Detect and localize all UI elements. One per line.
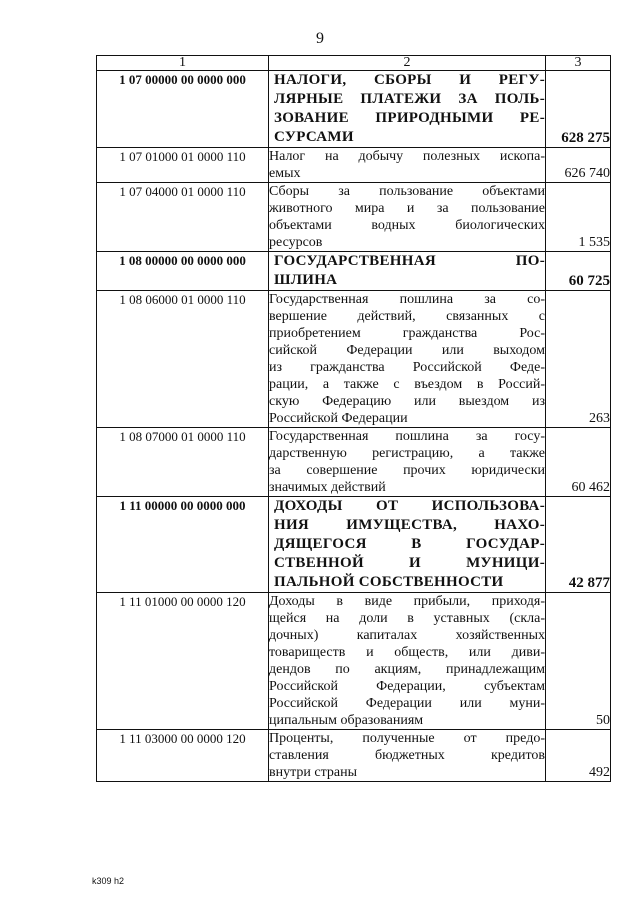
revenue-name	[269, 291, 546, 428]
name-line: ставления бюджетных кредитов	[269, 748, 545, 763]
name-line: объектами водных биологических	[269, 218, 545, 233]
revenue-name	[269, 730, 546, 782]
column-1-number: 1	[97, 56, 269, 71]
amount: 628 275	[546, 71, 611, 148]
name-line: Российской Федерации	[269, 411, 408, 426]
name-line: СТВЕННОЙ И МУНИЦИ-	[274, 555, 545, 571]
revenue-name	[269, 252, 546, 291]
table-row	[97, 428, 611, 497]
name-line: Государственная пошлина за со-	[269, 292, 545, 307]
name-line: приобретением гражданства Рос-	[269, 326, 545, 341]
table-row	[97, 183, 611, 252]
budget-code: 1 08 00000 00 0000 000	[97, 252, 269, 291]
name-line: Сборы за пользование объектами	[269, 184, 545, 199]
amount: 1 535	[546, 183, 611, 252]
budget-code: 1 08 07000 01 0000 110	[97, 428, 269, 497]
name-line: СУРСАМИ	[274, 129, 354, 145]
revenue-name	[269, 183, 546, 252]
amount: 626 740	[546, 148, 611, 183]
name-line: емых	[269, 166, 301, 181]
amount: 42 877	[546, 497, 611, 593]
name-line: НИЯ ИМУЩЕСТВА, НАХО-	[274, 517, 545, 533]
name-line: сийской Федерации или выходом	[269, 343, 545, 358]
name-line: дочных) капиталах хозяйственных	[269, 628, 545, 643]
name-line: дендов по акциям, принадлежащим	[269, 662, 545, 677]
name-line: Российской Федерации, субъектам	[269, 679, 545, 694]
revenue-name	[269, 148, 546, 183]
name-line: товариществ и обществ, или диви-	[269, 645, 545, 660]
name-line: Проценты, полученные от предо-	[269, 731, 545, 746]
name-line: ДОХОДЫ ОТ ИСПОЛЬЗОВА-	[274, 498, 545, 514]
budget-code: 1 11 01000 00 0000 120	[97, 593, 269, 730]
revenue-name	[269, 71, 546, 148]
budget-code: 1 07 04000 01 0000 110	[97, 183, 269, 252]
amount: 60 462	[546, 428, 611, 497]
table-row-section	[97, 252, 611, 291]
amount: 50	[546, 593, 611, 730]
name-line: ресурсов	[269, 235, 323, 250]
column-number-header-row	[97, 56, 611, 71]
table-row	[97, 148, 611, 183]
name-line: щейся на доли в уставных (скла-	[269, 611, 545, 626]
table-row	[97, 291, 611, 428]
name-line: Государственная пошлина за госу-	[269, 429, 545, 444]
name-line: из гражданства Российской Феде-	[269, 360, 545, 375]
name-line: за совершение прочих юридически	[269, 463, 545, 478]
name-line: ДЯЩЕГОСЯ В ГОСУДАР-	[274, 536, 545, 552]
budget-code: 1 11 03000 00 0000 120	[97, 730, 269, 782]
name-line: рации, а также с въездом в Россий-	[269, 377, 545, 392]
name-line: ШЛИНА	[274, 272, 338, 288]
table-row-section	[97, 497, 611, 593]
revenue-name	[269, 428, 546, 497]
name-line: ЗОВАНИЕ ПРИРОДНЫМИ РЕ-	[274, 110, 545, 126]
footer-code: k309 h2	[92, 876, 125, 886]
budget-code: 1 11 00000 00 0000 000	[97, 497, 269, 593]
name-line: НАЛОГИ, СБОРЫ И РЕГУ-	[274, 72, 545, 88]
name-line: значимых действий	[269, 480, 386, 495]
name-line: дарственную регистрацию, а также	[269, 446, 545, 461]
name-line: ципальным образованиям	[269, 713, 424, 728]
name-line: Налог на добычу полезных ископа-	[269, 149, 545, 164]
name-line: ЛЯРНЫЕ ПЛАТЕЖИ ЗА ПОЛЬ-	[274, 91, 545, 107]
name-line: вершение действий, связанных с	[269, 309, 545, 324]
column-2-number: 2	[269, 56, 546, 71]
name-line: животного мира и за пользование	[269, 201, 545, 216]
budget-code: 1 07 00000 00 0000 000	[97, 71, 269, 148]
table-row	[97, 730, 611, 782]
name-line: внутри страны	[269, 765, 357, 780]
table-row	[97, 593, 611, 730]
name-line: ПАЛЬНОЙ СОБСТВЕННОСТИ	[274, 574, 504, 590]
amount: 492	[546, 730, 611, 782]
budget-code: 1 07 01000 01 0000 110	[97, 148, 269, 183]
revenue-table	[96, 55, 611, 782]
page-number: 9	[316, 30, 324, 47]
revenue-name	[269, 497, 546, 593]
amount: 60 725	[546, 252, 611, 291]
name-line: ГОСУДАРСТВЕННАЯ ПО-	[274, 253, 545, 269]
name-line: скую Федерацию или выездом из	[269, 394, 545, 409]
name-line: Доходы в виде прибыли, приходя-	[269, 594, 545, 609]
amount: 263	[546, 291, 611, 428]
revenue-name	[269, 593, 546, 730]
name-line: Российской Федерации или муни-	[269, 696, 545, 711]
budget-code: 1 08 06000 01 0000 110	[97, 291, 269, 428]
column-3-number: 3	[546, 56, 611, 71]
table-row-section	[97, 71, 611, 148]
